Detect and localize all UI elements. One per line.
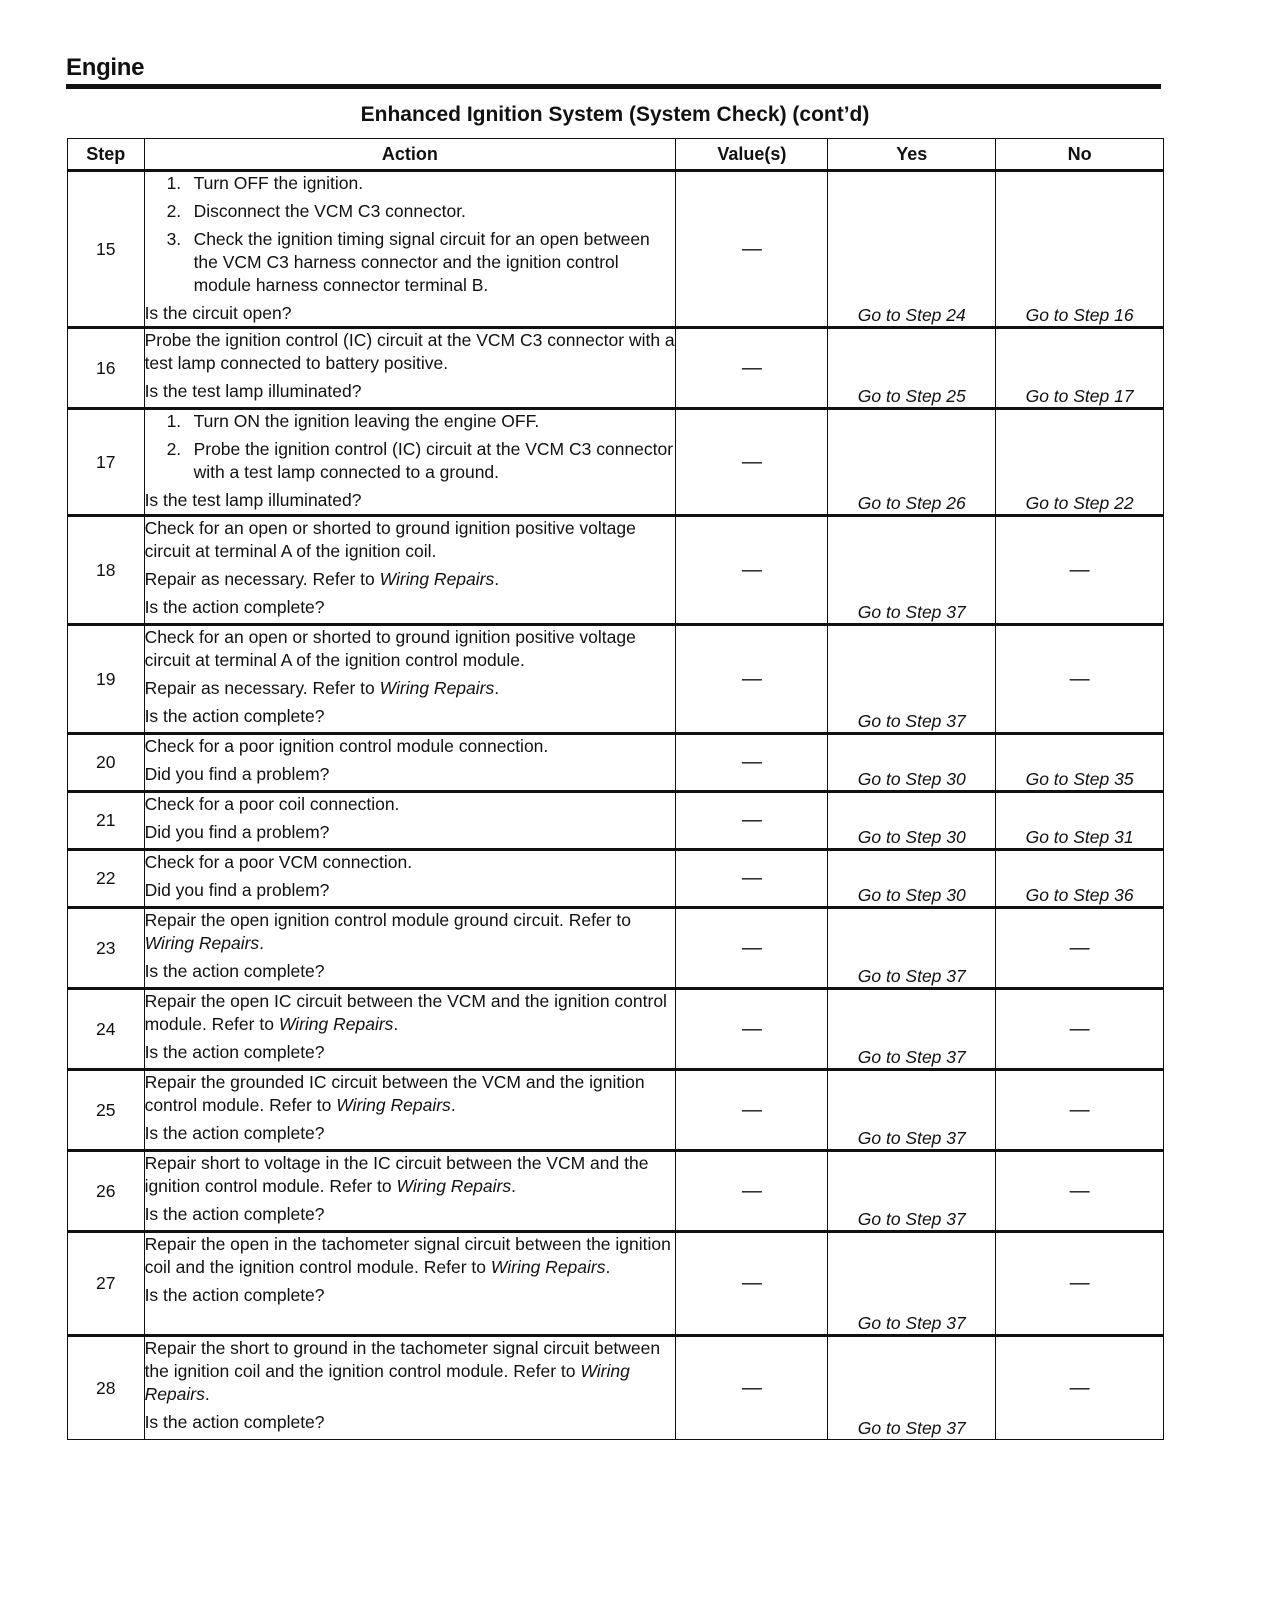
yes-cell: Go to Step 30	[828, 734, 996, 792]
action-cell	[144, 850, 676, 908]
action-cell	[144, 171, 676, 328]
table-row	[68, 792, 1164, 850]
action-text: Repair the open IC circuit between the VCM and the ignition control module. Refer to Wiring Repairs.	[144, 991, 667, 1034]
action-text: Check for an open or shorted to ground ignition positive voltage circuit at terminal A of the ignition control module.	[144, 627, 636, 670]
table-row	[68, 1070, 1164, 1151]
table-header-row	[68, 139, 1164, 171]
column-header-yes: Yes	[828, 139, 996, 171]
action-question: Is the test lamp illuminated?	[144, 381, 362, 401]
action-step: 1. Turn ON the ignition leaving the engine OFF.	[166, 411, 540, 431]
value-cell: —	[676, 625, 828, 734]
no-cell: Go to Step 35	[996, 734, 1164, 792]
action-cell	[144, 625, 676, 734]
action-cell	[144, 1232, 676, 1336]
no-cell: Go to Step 36	[996, 850, 1164, 908]
value-cell: —	[676, 328, 828, 409]
table-row	[68, 850, 1164, 908]
action-step: 2. Disconnect the VCM C3 connector.	[166, 201, 466, 221]
action-steps	[145, 410, 676, 484]
procedure-table	[67, 138, 1164, 1440]
step-number: 26	[68, 1151, 145, 1232]
yes-cell: Go to Step 25	[828, 328, 996, 409]
yes-cell: Go to Step 24	[828, 171, 996, 328]
value-cell: —	[676, 409, 828, 516]
action-step: 2. Probe the ignition control (IC) circuit at the VCM C3 connector with a test lamp connected to a ground.	[166, 439, 674, 482]
column-header-values: Value(s)	[676, 139, 828, 171]
action-refer: Repair as necessary. Refer to Wiring Repairs.	[144, 678, 500, 698]
action-text: Repair the grounded IC circuit between the VCM and the ignition control module. Refer to Wiring Repairs.	[144, 1072, 645, 1115]
no-cell: —	[996, 516, 1164, 625]
action-cell	[144, 1151, 676, 1232]
header-rule	[66, 84, 1161, 89]
value-cell: —	[676, 516, 828, 625]
value-cell: —	[676, 1151, 828, 1232]
section-title: Engine	[66, 54, 145, 81]
no-cell: —	[996, 625, 1164, 734]
wiring-repairs-reference: Wiring Repairs	[490, 1257, 606, 1277]
table-row	[68, 1232, 1164, 1336]
yes-cell: Go to Step 30	[828, 792, 996, 850]
step-number: 22	[68, 850, 145, 908]
action-text: Repair the open in the tachometer signal circuit between the ignition coil and the ignition control module. Refer to Wiring Repairs.	[144, 1234, 671, 1277]
action-question: Is the action complete?	[144, 597, 325, 617]
action-step: 1. Turn OFF the ignition.	[166, 173, 364, 193]
action-text: Repair the short to ground in the tachometer signal circuit between the ignition coil and the ignition control module. Refer to Wiring Repairs.	[144, 1338, 661, 1404]
yes-cell: Go to Step 37	[828, 625, 996, 734]
yes-cell: Go to Step 26	[828, 409, 996, 516]
action-question: Is the action complete?	[144, 1204, 325, 1224]
table-row	[68, 171, 1164, 328]
no-cell: —	[996, 1070, 1164, 1151]
value-cell: —	[676, 908, 828, 989]
action-question: Is the action complete?	[144, 1123, 325, 1143]
yes-cell: Go to Step 37	[828, 1070, 996, 1151]
column-header-no: No	[996, 139, 1164, 171]
step-number: 23	[68, 908, 145, 989]
wiring-repairs-reference: Wiring Repairs	[379, 569, 495, 589]
table-row	[68, 328, 1164, 409]
action-cell	[144, 328, 676, 409]
action-text: Check for a poor coil connection.	[144, 794, 400, 814]
wiring-repairs-reference: Wiring Repairs	[144, 933, 260, 953]
action-text: Probe the ignition control (IC) circuit at the VCM C3 connector with a test lamp connected to battery positive.	[144, 330, 675, 373]
action-cell	[144, 516, 676, 625]
action-question: Is the action complete?	[144, 961, 325, 981]
action-cell	[144, 1070, 676, 1151]
action-text: Check for a poor ignition control module connection.	[144, 736, 549, 756]
action-question: Is the action complete?	[144, 1042, 325, 1062]
action-text: Check for an open or shorted to ground ignition positive voltage circuit at terminal A of the ignition coil.	[144, 518, 636, 561]
no-cell: —	[996, 989, 1164, 1070]
action-question: Is the action complete?	[144, 706, 325, 726]
value-cell: —	[676, 850, 828, 908]
yes-cell: Go to Step 37	[828, 1151, 996, 1232]
value-cell: —	[676, 792, 828, 850]
action-question: Did you find a problem?	[144, 822, 330, 842]
yes-cell: Go to Step 37	[828, 989, 996, 1070]
value-cell: —	[676, 734, 828, 792]
no-cell: —	[996, 1336, 1164, 1440]
no-cell: —	[996, 908, 1164, 989]
step-number: 18	[68, 516, 145, 625]
no-cell: Go to Step 17	[996, 328, 1164, 409]
step-number: 17	[68, 409, 145, 516]
table-title: Enhanced Ignition System (System Check) (cont’d)	[360, 103, 870, 126]
value-cell: —	[676, 1336, 828, 1440]
table-row	[68, 1151, 1164, 1232]
wiring-repairs-reference: Wiring Repairs	[278, 1014, 394, 1034]
wiring-repairs-reference: Wiring Repairs	[144, 1361, 630, 1404]
no-cell: Go to Step 31	[996, 792, 1164, 850]
action-cell	[144, 734, 676, 792]
step-number: 28	[68, 1336, 145, 1440]
yes-cell: Go to Step 30	[828, 850, 996, 908]
no-cell: Go to Step 22	[996, 409, 1164, 516]
action-text: Repair short to voltage in the IC circuit between the VCM and the ignition control module. Refer to Wiring Repairs.	[144, 1153, 649, 1196]
action-step: 3. Check the ignition timing signal circuit for an open between the VCM C3 harness connector and the ignition control module harness connector terminal B.	[166, 229, 650, 295]
action-steps	[145, 172, 676, 297]
step-number: 20	[68, 734, 145, 792]
action-question: Is the action complete?	[144, 1285, 325, 1305]
step-number: 27	[68, 1232, 145, 1336]
table-row	[68, 625, 1164, 734]
step-number: 21	[68, 792, 145, 850]
value-cell: —	[676, 1070, 828, 1151]
value-cell: —	[676, 1232, 828, 1336]
table-row	[68, 734, 1164, 792]
action-cell	[144, 1336, 676, 1440]
no-cell: —	[996, 1151, 1164, 1232]
action-cell	[144, 908, 676, 989]
action-cell	[144, 989, 676, 1070]
action-text: Check for a poor VCM connection.	[144, 852, 413, 872]
step-number: 16	[68, 328, 145, 409]
action-question: Did you find a problem?	[144, 880, 330, 900]
step-number: 24	[68, 989, 145, 1070]
step-number: 25	[68, 1070, 145, 1151]
yes-cell: Go to Step 37	[828, 516, 996, 625]
yes-cell: Go to Step 37	[828, 908, 996, 989]
action-question: Is the circuit open?	[144, 303, 292, 323]
column-header-action: Action	[144, 139, 676, 171]
no-cell: —	[996, 1232, 1164, 1336]
step-number: 15	[68, 171, 145, 328]
action-refer: Repair as necessary. Refer to Wiring Repairs.	[144, 569, 500, 589]
action-cell	[144, 409, 676, 516]
table-row	[68, 989, 1164, 1070]
step-number: 19	[68, 625, 145, 734]
wiring-repairs-reference: Wiring Repairs	[379, 678, 495, 698]
table-row	[68, 409, 1164, 516]
column-header-step: Step	[68, 139, 145, 171]
value-cell: —	[676, 171, 828, 328]
action-question: Did you find a problem?	[144, 764, 330, 784]
action-question: Is the test lamp illuminated?	[144, 490, 362, 510]
wiring-repairs-reference: Wiring Repairs	[336, 1095, 451, 1115]
action-cell	[144, 792, 676, 850]
action-question: Is the action complete?	[144, 1412, 325, 1432]
no-cell: Go to Step 16	[996, 171, 1164, 328]
table-row	[68, 516, 1164, 625]
wiring-repairs-reference: Wiring Repairs	[396, 1176, 512, 1196]
value-cell: —	[676, 989, 828, 1070]
table-row	[68, 908, 1164, 989]
yes-cell: Go to Step 37	[828, 1232, 996, 1336]
action-text: Repair the open ignition control module ground circuit. Refer to Wiring Repairs.	[144, 910, 631, 953]
yes-cell: Go to Step 37	[828, 1336, 996, 1440]
table-row	[68, 1336, 1164, 1440]
